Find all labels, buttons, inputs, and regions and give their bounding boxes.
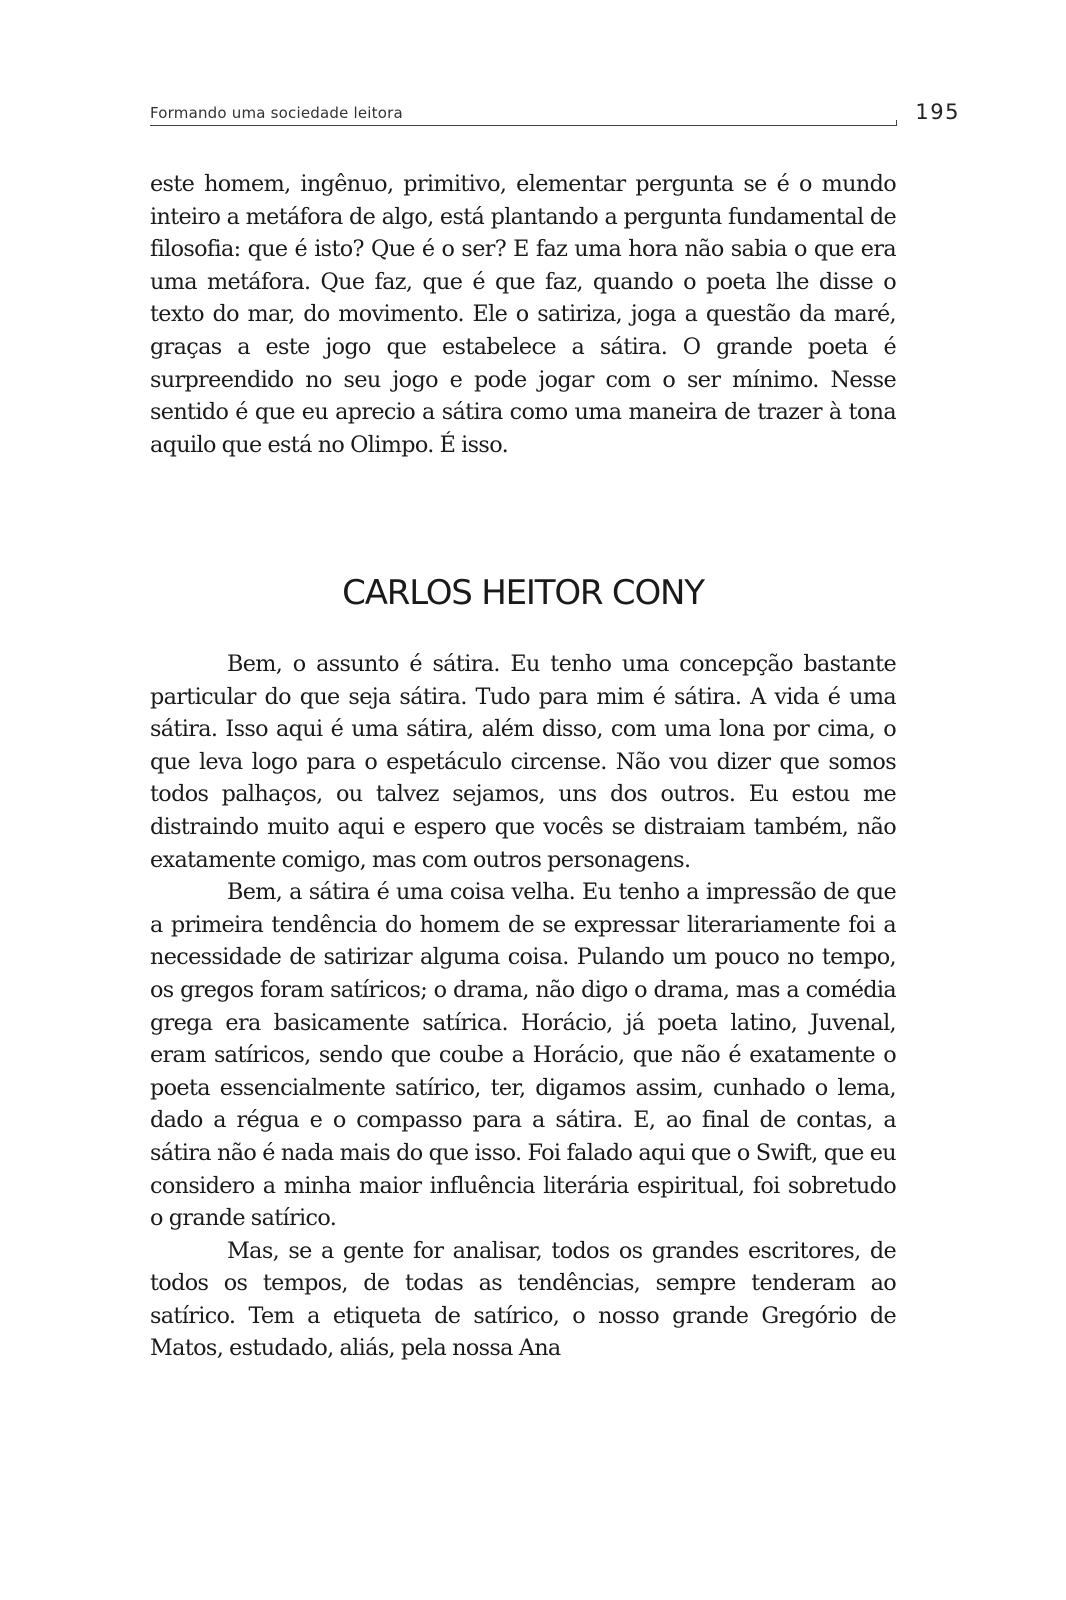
running-header — [150, 100, 960, 128]
paragraph: este homem, ingênuo, primitivo, elementar pergunta se é o mundo inteiro a metáfora de algo, está plantando a pergunta fundamental de filosofia: que é isto? Que é o ser? E faz uma hora não sabia o que era uma metáfora. Que faz, que é que faz, quando o poeta lhe disse o texto do mar, do movimento. Ele o satiriza, joga a questão da maré, graças a este jogo que estabelece a sátira. O grande poeta é surpreendido no seu jogo e pode jogar com o ser mínimo. Nesse sentido é que eu aprecio a sátira como uma maneira de trazer à tona aquilo que está no Olimpo. É isso. — [150, 171, 896, 458]
top-passage — [150, 168, 896, 461]
paragraph: Mas, se a gente for analisar, todos os grandes escritores, de todos os tempos, de todas as tendências, sempre tenderam ao satírico. Tem a etiqueta de satírico, o nosso grande Gregório de Matos, estudado, aliás, pela nossa Ana — [150, 1237, 896, 1362]
page-number: 195 — [915, 100, 960, 124]
section-body — [150, 648, 896, 1365]
header-rule-tick — [896, 120, 897, 126]
paragraph: Bem, a sátira é uma coisa velha. Eu tenho a impressão de que a primeira tendência do homem de se expressar literariamente foi a necessidade de satirizar alguma coisa. Pulando um pouco no tempo, os gregos foram satíricos; o drama, não digo o drama, mas a comédia grega era basicamente satírica. Horácio, já poeta latino, Juvenal, eram satíricos, sendo que coube a Horácio, que não é exatamente o poeta essencialmente satírico, ter, digamos assim, cunhado o lema, dado a régua e o compasso para a sátira. E, ao final de contas, a sátira não é nada mais do que isso. Foi falado aqui que o Swift, que eu considero a minha maior influência literária espiritual, foi sobretudo o grande satírico. — [150, 879, 896, 1232]
paragraph: Bem, o assunto é sátira. Eu tenho uma concepção bastante particular do que seja sátira. Tudo para mim é sátira. A vida é uma sátira. Isso aqui é uma sátira, além disso, com uma lona por cima, o que leva logo para o espetáculo circense. Não vou dizer que somos todos palhaços, ou talvez sejamos, uns dos outros. Eu estou me distraindo muito aqui e espero que vocês se distraiam também, não exatamente comigo, mas com outros personagens. — [150, 651, 896, 873]
running-header-title: Formando uma sociedade leitora — [150, 104, 403, 122]
header-rule — [150, 125, 897, 126]
section-heading: CARLOS HEITOR CONY — [342, 573, 704, 613]
